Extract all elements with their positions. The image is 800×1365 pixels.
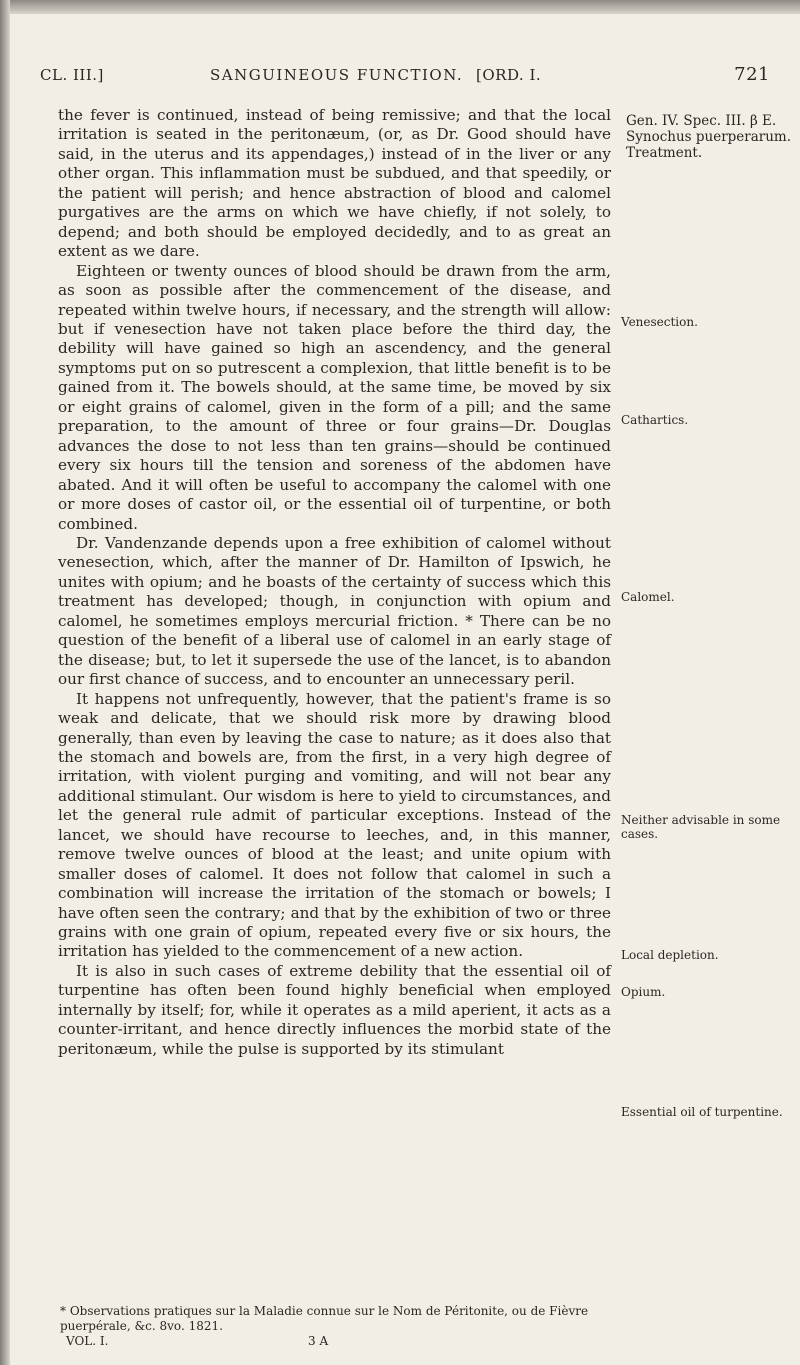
volume-label: VOL. I. <box>66 1334 109 1348</box>
margin-note-calomel: Calomel. <box>621 590 675 604</box>
paragraph: It happens not unfrequently, however, that the patient's frame is so weak and delicate, that we should risk more by drawing blood generally, than even by leaving the case to nature; as it does also that the stomach and bowels are, from the first, in a very high degree of irritation, with violent purging and vomiting, and will not bear any additional stimulant. Our wisdom is here to yield to circumstances, and let the general rule admit of particular exceptions. Instead of the lancet, we should have recourse to leeches, and, in this manner, remove twelve ounces of blood at the least; and unite opium with smaller doses of calomel. It does not follow that calomel in such a combination will increase the irritation of the stomach or bowels; I have often seen the contrary; and that by the exhibition of two or three grains with one grain of opium, repeated every five or six hours, the irritation has yielded to the commencement of a new action. <box>58 689 611 961</box>
margin-note-neither-advisable: Neither advisable in some cases. <box>621 813 781 841</box>
page-top-shadow <box>0 0 800 14</box>
margin-note-opium: Opium. <box>621 985 666 999</box>
running-header <box>40 66 770 90</box>
margin-note-genus: Gen. IV. Spec. III. β E. Synochus puerperarum. Treatment. <box>626 113 792 161</box>
margin-note-essential-oil: Essential oil of turpentine. <box>621 1105 783 1119</box>
margin-note-cathartics: Cathartics. <box>621 413 689 427</box>
signature-mark: 3 A <box>308 1334 329 1348</box>
footnote: * Observations pratiques sur la Maladie connue sur le Nom de Péritonite, ou de Fièvre puerpérale, &c. 8vo. 1821. <box>60 1304 589 1333</box>
margin-note-local-depletion: Local depletion. <box>621 948 719 962</box>
margin-note-venesection: Venesection. <box>621 315 698 329</box>
paragraph: It is also in such cases of extreme debility that the essential oil of turpentine has often been found highly beneficial when employed internally by itself; for, while it operates as a mild aperient, it acts as a counter-irritant, and hence directly influences the morbid state of the peritonæum, while the pulse is supported by its stimulant <box>58 961 611 1058</box>
paragraph: Dr. Vandenzande depends upon a free exhibition of calomel without venesection, which, after the manner of Dr. Hamilton of Ipswich, he unites with opium; and he boasts of the certainty of success which this treatment has developed; though, in conjunction with opium and calomel, he sometimes employs mercurial friction. * There can be no question of the benefit of a liberal use of calomel in an early stage of the disease; but, to let it supersede the use of the lancet, is to abandon our first chance of success, and to encounter an unnecessary peril. <box>58 533 611 689</box>
header-chapter: CL. III.] <box>40 66 104 84</box>
page-number: 721 <box>734 64 770 85</box>
main-text <box>58 106 611 1059</box>
paragraph: Eighteen or twenty ounces of blood should be drawn from the arm, as soon as possible after the commencement of the disease, and repeated within twelve hours, if necessary, and the strength will allow: but if venesection have not taken place before the third day, the debility will have gained so high an ascendency, and the general symptoms put on so putrescent a complexion, that little benefit is to be gained from it. The bowels should, at the same time, be moved by six or eight grains of calomel, given in the form of a pill; and the same preparation, to the amount of three or four grains—Dr. Douglas advances the dose to not less than ten grains—should be continued every six hours till the tension and soreness of the abdomen have abated. And it will often be useful to accompany the calomel with one or more doses of castor oil, or the essential oil of turpentine, or both combined. <box>58 261 611 533</box>
header-class: SANGUINEOUS FUNCTION. <box>210 66 464 84</box>
paragraph: the fever is continued, instead of being remissive; and that the local irritation is seated in the peritonæum, (or, as Dr. Good should have said, in the uterus and its appendages,) instead of in the liver or any other organ. This inflammation must be subdued, and that speedily, or the patient will perish; and hence abstraction of blood and calomel purgatives are the arms on which we have chiefly, if not solely, to depend; and both should be employed decidedly, and to as great an extent as we dare. <box>58 106 611 261</box>
header-order: [ORD. I. <box>476 66 542 84</box>
page-binding-edge <box>0 0 10 1365</box>
